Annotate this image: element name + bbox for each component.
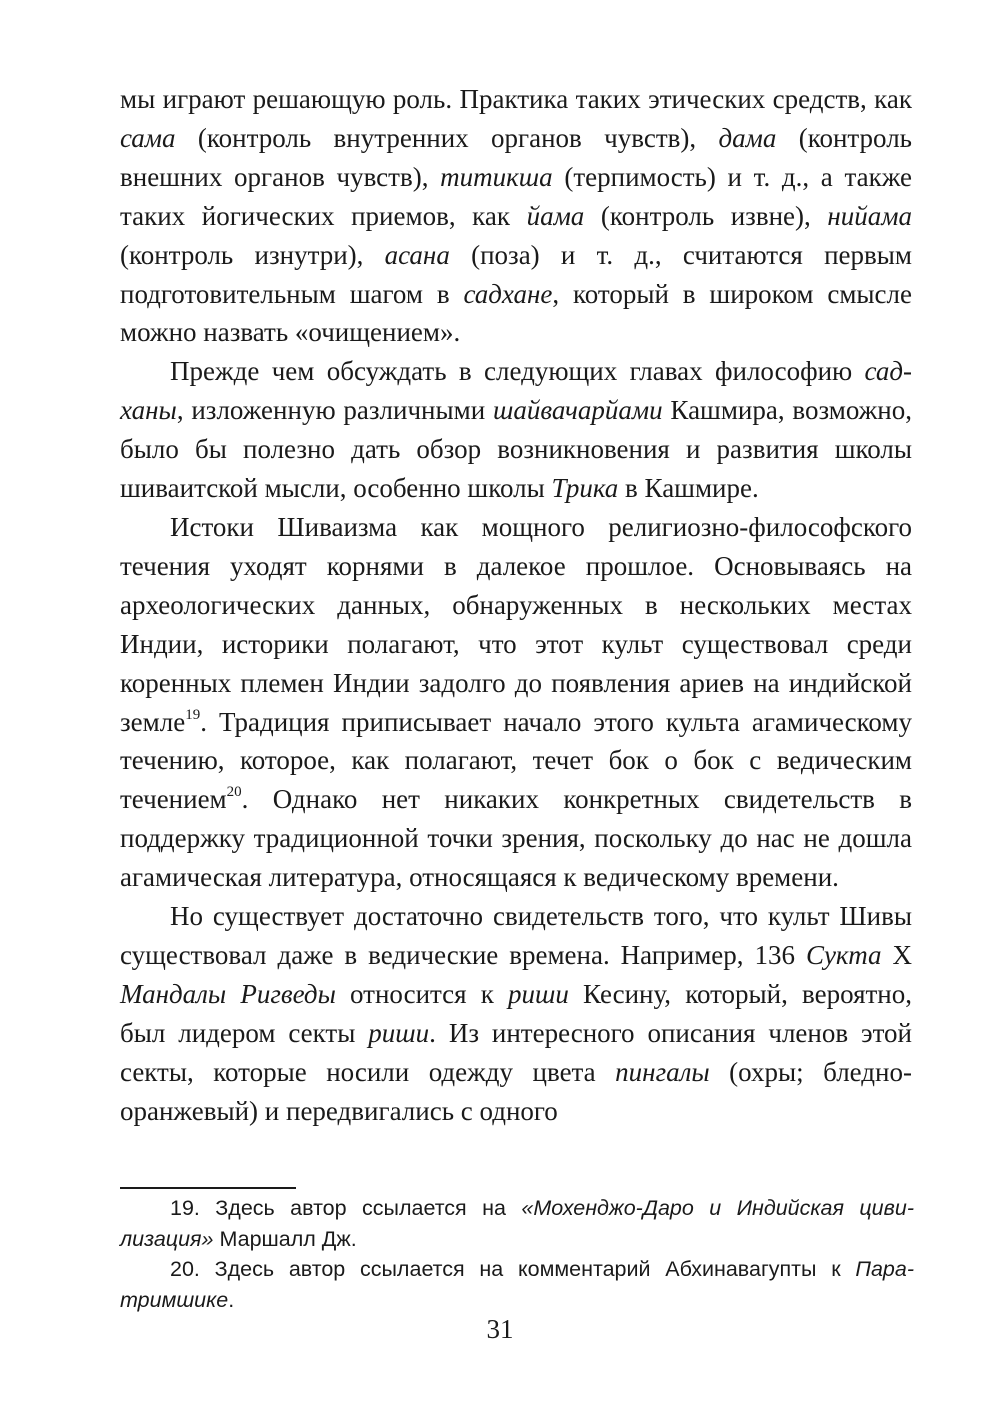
footnote-20 — [120, 1254, 914, 1315]
italic-term: дама — [718, 122, 777, 153]
text-run: мы играют решающую роль. Практика таких этических средств, как — [120, 84, 912, 114]
footnote-divider — [120, 1187, 296, 1189]
text-run: Маршалл Дж. — [213, 1226, 357, 1251]
italic-term: Паратримшике — [120, 1257, 914, 1312]
text-run: Кашмира, возможно, было бы полезно дать обзор возникновения и развития школы шиваитской мысли, особенно школы — [120, 395, 913, 504]
text-run: (контроль внешних органов чувств), — [120, 122, 912, 192]
text-run: (терпимость) и т. д., а также таких йогических приемов, как — [120, 161, 912, 231]
paragraph-4 — [120, 897, 912, 1130]
paragraph-1 — [120, 80, 912, 352]
text-run: в Кашмире. — [618, 473, 759, 504]
italic-term: нийама — [827, 200, 912, 231]
italic-term: риши — [507, 978, 569, 1009]
footnote-ref: 20 — [226, 784, 242, 801]
italic-term: Сукта — [805, 939, 882, 970]
italic-term: «Мохенджо-Даро и Индийская цивилизация» — [120, 1196, 914, 1251]
text-run: (контроль изнутри), — [120, 239, 385, 270]
text-run: . Традиция приписывает начало этого культа агамическому течению, которое, как полагают, течет бок о бок с ведическим течением — [120, 706, 912, 815]
footnote-ref: 19 — [185, 706, 201, 723]
italic-term: йама — [526, 200, 585, 231]
main-text — [120, 80, 912, 1130]
italic-term: сама — [120, 122, 176, 153]
text-run: , изложенную различными — [176, 395, 493, 426]
text-run: , который в широком смысле можно назвать «очищением». — [120, 278, 912, 348]
page-number: 31 — [486, 1314, 514, 1344]
text-run: (контроль извне), — [584, 200, 828, 231]
text-run: относится к — [335, 978, 508, 1009]
italic-term: садхане — [463, 278, 553, 309]
text-run: Прежде чем обсуждать в следующих главах философию — [170, 356, 865, 387]
text-run: . Из интересного описания членов этой секты, которые носили одежду цвета — [120, 1017, 912, 1087]
italic-term: асана — [384, 239, 450, 270]
text-run: (поза) и т. д., считаются первым подготовительным шагом в — [120, 239, 912, 309]
paragraph-2 — [120, 352, 912, 508]
italic-term: титикша — [440, 161, 553, 192]
text-run: X — [881, 939, 912, 970]
text-run: 20. Здесь автор ссылается на комментарий Абхинавагупты к — [170, 1257, 856, 1281]
italic-term: Мандалы Ригведы — [120, 978, 336, 1009]
italic-term: садханы — [120, 356, 912, 426]
text-run: . — [228, 1287, 235, 1312]
text-run: (охры; бледно-оранжевый) и передвигались с одного — [120, 1056, 912, 1126]
italic-term: шайвачарйами — [492, 395, 663, 426]
text-run: 19. Здесь автор ссылается на — [170, 1196, 522, 1220]
italic-term: риши — [368, 1017, 430, 1048]
text-run: Истоки Шиваизма как мощного религиозно-философского течения уходят корнями в далекое прошлое. Основываясь на археологических данных, обнаруженных в нескольких местах Индии, историки полагают, что этот культ существовал среди коренных племен Индии задолго до появления ариев на индийской земле — [120, 511, 912, 737]
footnotes — [120, 1193, 914, 1315]
text-run: (контроль внутренних органов чувств), — [175, 122, 719, 153]
footnote-19 — [120, 1193, 914, 1254]
text-run: Но существует достаточно свидетельств того, что культ Шивы существовал даже в ведические времена. Например, 136 — [120, 901, 912, 970]
text-run: . Однако нет никаких конкретных свидетельств в поддержку традиционной точки зрения, поскольку до нас не дошла агамическая литература, относящаяся к ведическому времени. — [120, 784, 912, 893]
italic-term: пингалы — [615, 1056, 710, 1087]
italic-term: Трика — [551, 473, 619, 504]
paragraph-3 — [120, 508, 912, 897]
text-run: Кесину, который, вероятно, был лидером секты — [120, 978, 912, 1048]
